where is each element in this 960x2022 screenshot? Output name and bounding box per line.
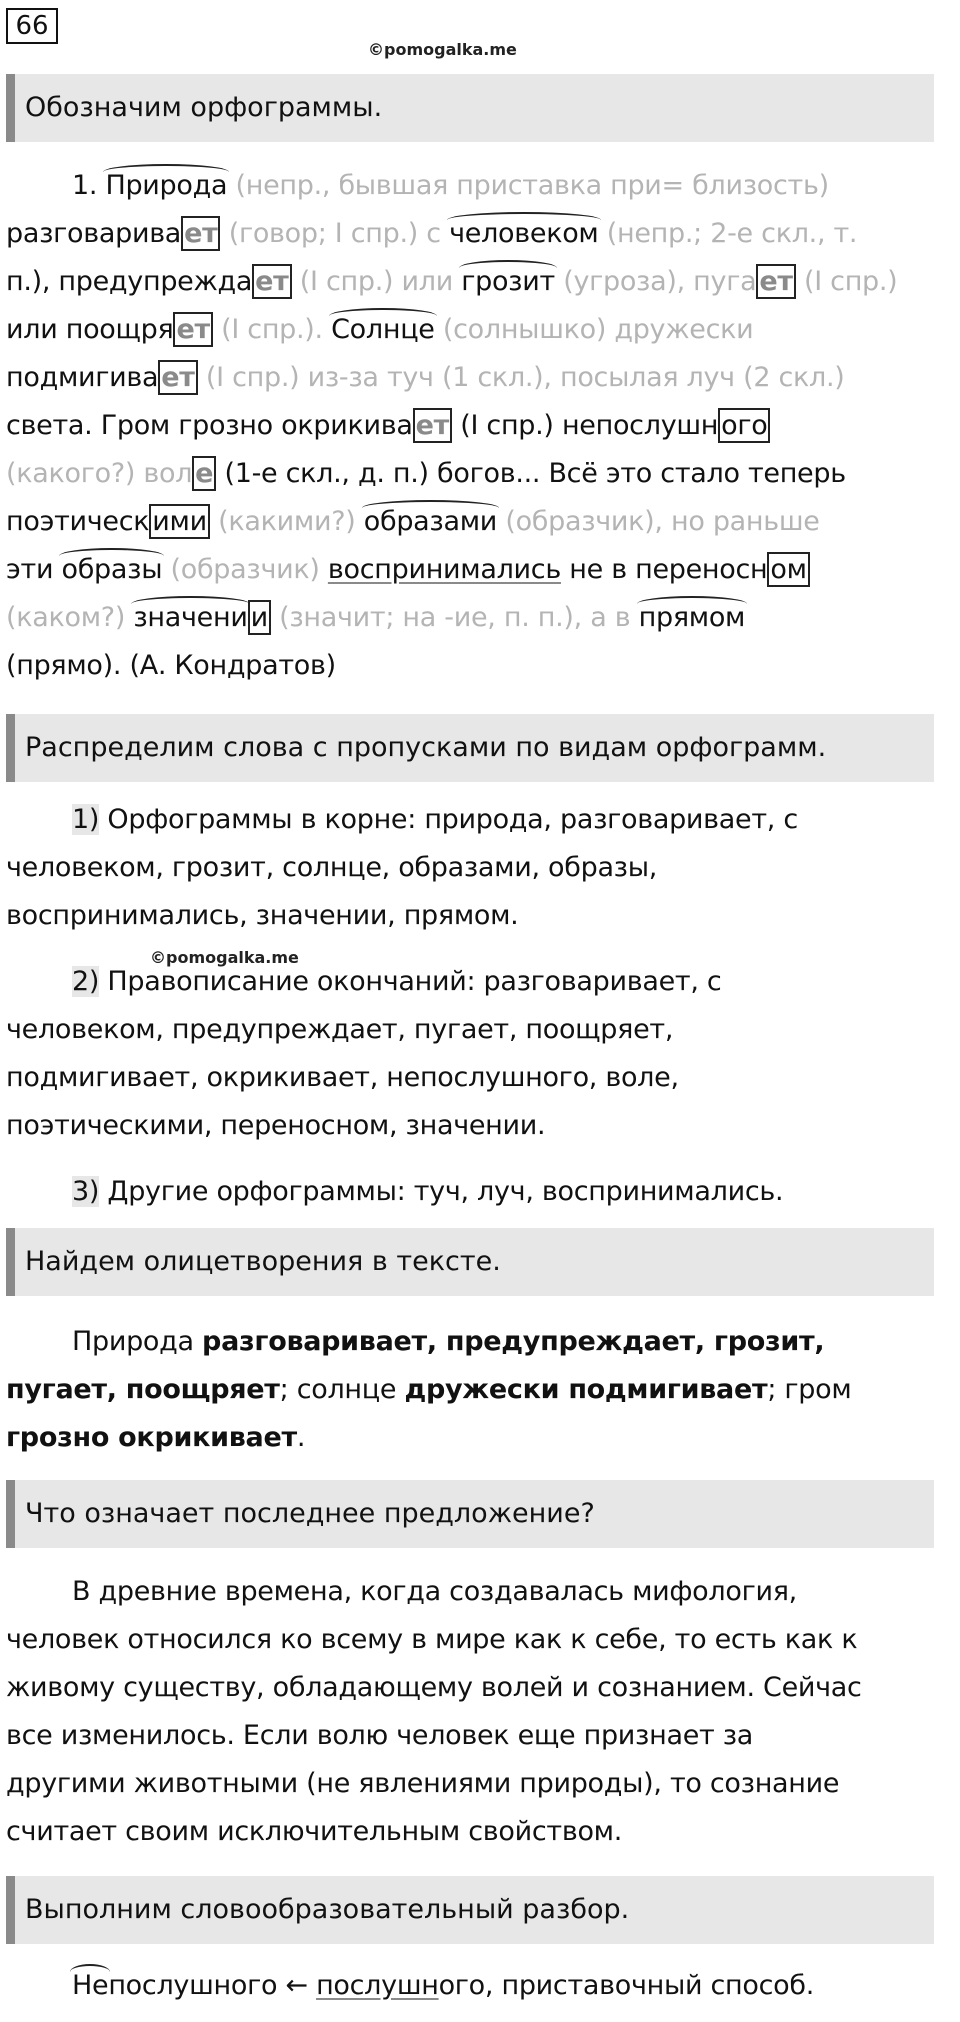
answer-line: грозно окрикивает. <box>6 1422 306 1453</box>
answer-line: все изменилось. Если волю человек еще признает за <box>6 1720 754 1751</box>
answer-line: считает своим исключительным свойством. <box>6 1816 623 1847</box>
exercise-line: 1. Природа (непр., бывшая приставка при= близость) <box>6 162 934 210</box>
section-title-meaning: Что означает последнее предложение? <box>6 1480 934 1548</box>
exercise-line: (прямо). (А. Кондратов) <box>6 650 336 681</box>
list-item-line: поэтическими, переносном, значении. <box>6 1110 546 1141</box>
word-formation-line: Непослушного ← послушного, приставочный способ. <box>6 1962 934 2010</box>
section-title-personification: Найдем олицетворения в тексте. <box>6 1228 934 1296</box>
exercise-line: поэтическ ими (какими?) образами (образчик), но раньше <box>6 498 934 546</box>
watermark: ©pomogalka.me <box>150 948 299 967</box>
answer-line: другими животными (не явлениями природы), то сознание <box>6 1768 840 1799</box>
answer-line: человек относился ко всему в мире как к себе, то есть как к <box>6 1624 858 1655</box>
list-item-line: воспринимались, значении, прямом. <box>6 900 519 931</box>
exercise-line: света. Гром грозно окрикива ет (I спр.) непослушн ого <box>6 402 934 450</box>
list-item-line: человеком, предупреждает, пугает, поощряет, <box>6 1014 674 1045</box>
watermark: ©pomogalka.me <box>368 40 517 59</box>
answer-line: В древние времена, когда создавалась мифология, <box>72 1576 797 1607</box>
exercise-line: п.), предупрежда ет (I спр.) или грозит (угроза), пуга ет (I спр.) <box>6 258 934 306</box>
answer-line: живому существу, обладающему волей и сознанием. Сейчас <box>6 1672 862 1703</box>
answer-line: Природа разговаривает, предупреждает, грозит, <box>72 1326 825 1357</box>
section-title-word-formation: Выполним словообразовательный разбор. <box>6 1876 934 1944</box>
section-title-orthograms: Обозначим орфограммы. <box>6 74 934 142</box>
list-item-line: человеком, грозит, солнце, образами, образы, <box>6 852 658 883</box>
list-item-line: подмигивает, окрикивает, непослушного, воле, <box>6 1062 679 1093</box>
exercise-line: или поощря ет (I спр.). Солнце (солнышко) дружески <box>6 306 934 354</box>
section-title-distribution: Распределим слова с пропусками по видам орфограмм. <box>6 714 934 782</box>
answer-line: пугает, поощряет; солнце дружески подмигивает; гром <box>6 1374 852 1405</box>
exercise-line: (каком?) значени и (значит; на -ие, п. п.), а в прямом <box>6 594 934 642</box>
exercise-line: подмигива ет (I спр.) из-за туч (1 скл.), посылая луч (2 скл.) <box>6 362 845 393</box>
list-item: 1) Орфограммы в корне: природа, разговаривает, с <box>72 804 798 835</box>
exercise-line: эти образы (образчик) воспринимались не в переносн ом <box>6 546 934 594</box>
exercise-line: разговарива ет (говор; I спр.) с человеком (непр.; 2-е скл., т. <box>6 210 934 258</box>
list-item: 2) Правописание окончаний: разговаривает, с <box>72 966 722 997</box>
exercise-line: (какого?) вол е (1-е скл., д. п.) богов... Всё это стало теперь <box>6 458 846 489</box>
list-item: 3) Другие орфограммы: туч, луч, воспринимались. <box>72 1176 784 1207</box>
page-number: 66 <box>6 8 58 44</box>
